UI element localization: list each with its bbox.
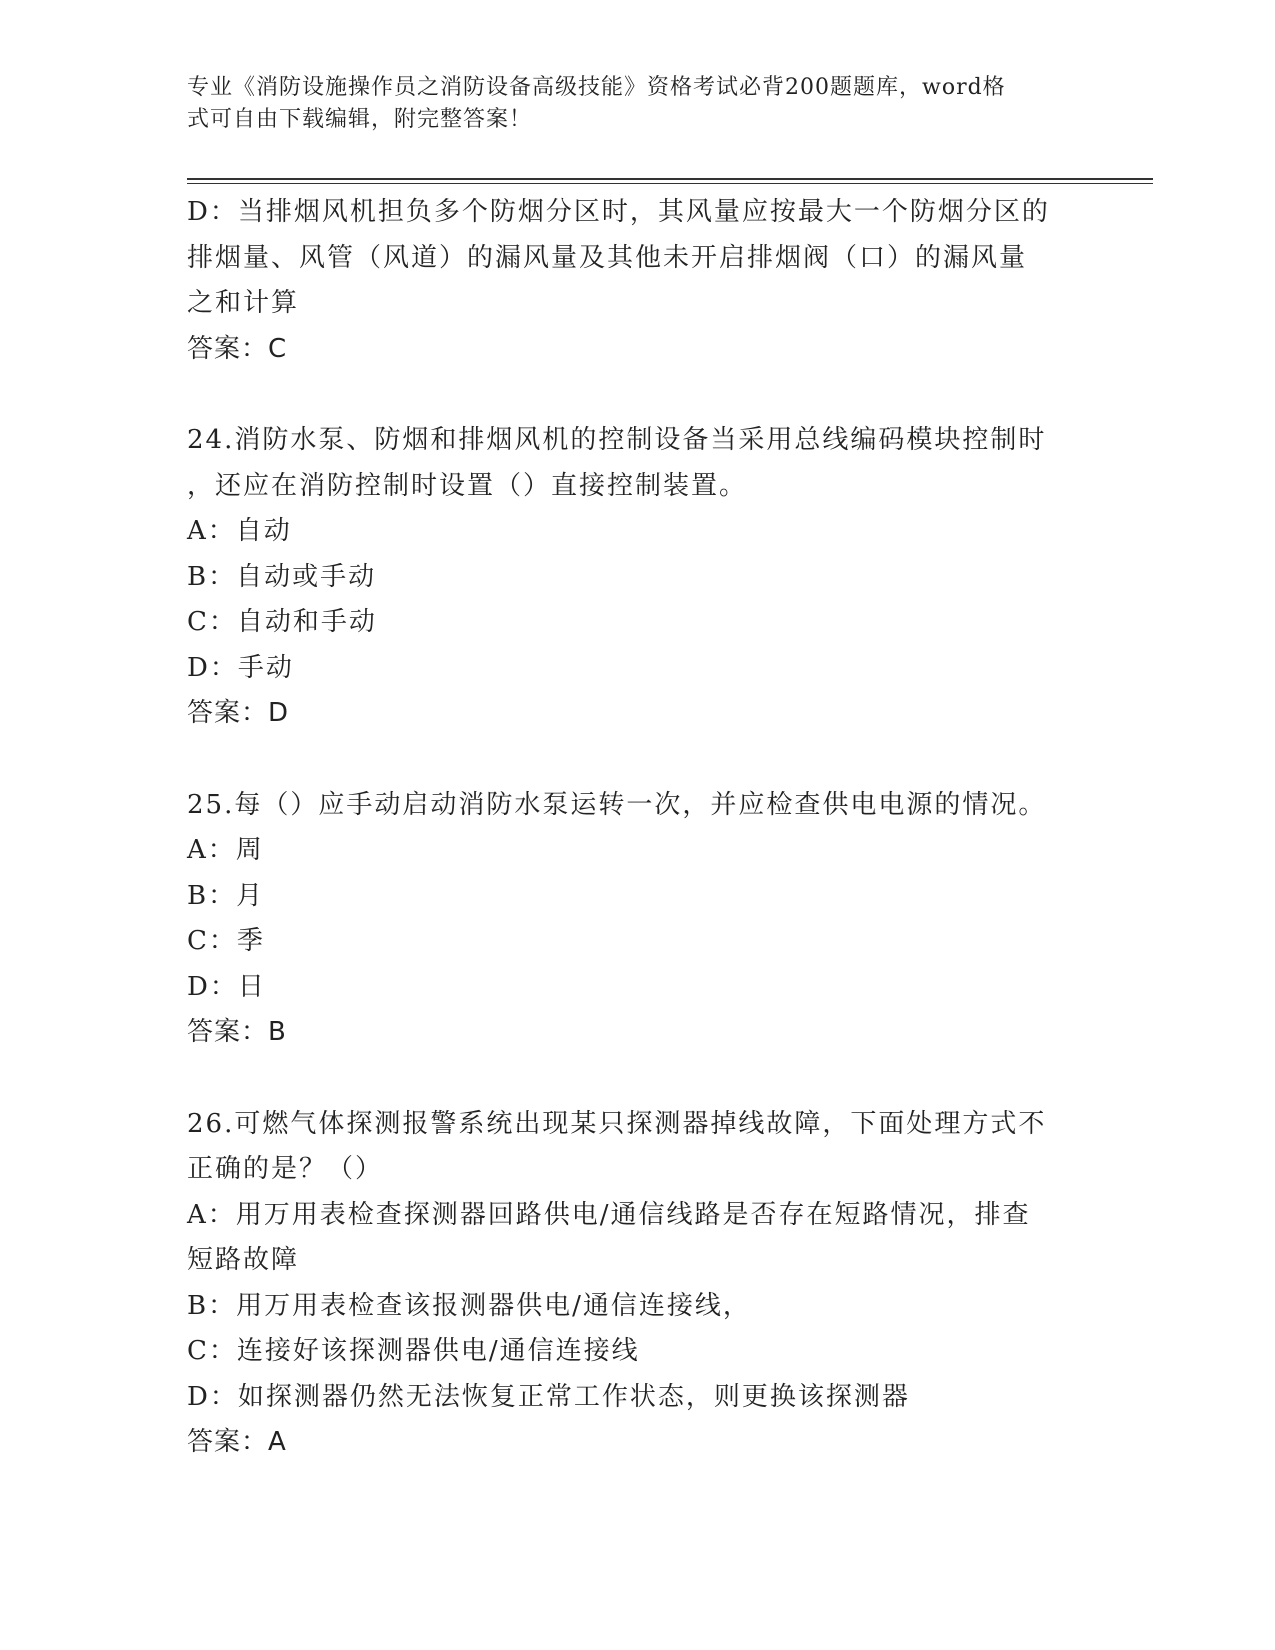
question-25 xyxy=(187,783,1087,1056)
option-d: D：手动 xyxy=(187,652,294,683)
question-stem: 24.消防水泵、防烟和排烟风机的控制设备当采用总线编码模块控制时 xyxy=(187,425,1047,455)
header-divider-thin xyxy=(187,183,1153,184)
option-b: B：用万用表检查该报测器供电/通信连接线， xyxy=(187,1290,751,1321)
option-a-cont: 短路故障 xyxy=(187,1245,300,1275)
option-d: D：日 xyxy=(187,971,266,1002)
option-d-cont: 排烟量、风管（风道）的漏风量及其他未开启排烟阀（口）的漏风量 xyxy=(187,242,1028,273)
option-a: A：用万用表检查探测器回路供电/通信线路是否存在短路情况，排查 xyxy=(187,1199,1031,1230)
question-26 xyxy=(187,1102,1087,1466)
header-divider-thick xyxy=(187,178,1153,180)
option-c: C：季 xyxy=(187,926,265,956)
question-stem: 25.每（）应手动启动消防水泵运转一次，并应检查供电电源的情况。 xyxy=(187,789,1047,820)
question-23-tail xyxy=(187,190,1087,372)
option-a: A：自动 xyxy=(187,516,292,546)
answer: 答案：C xyxy=(187,333,288,364)
header-line-2: 式可自由下载编辑，附完整答案！ xyxy=(187,107,533,132)
document-header xyxy=(187,72,1067,136)
answer: 答案：D xyxy=(187,698,290,728)
question-stem-cont: ，还应在消防控制时设置（）直接控制装置。 xyxy=(187,470,748,501)
option-c: C：自动和手动 xyxy=(187,607,377,637)
option-d: D：当排烟风机担负多个防烟分区时，其风量应按最大一个防烟分区的 xyxy=(187,197,1050,227)
answer: 答案：A xyxy=(187,1427,287,1457)
option-b: B：自动或手动 xyxy=(187,561,377,592)
question-stem-cont: 正确的是？（） xyxy=(187,1154,384,1184)
option-a: A：周 xyxy=(187,835,264,865)
option-c: C：连接好该探测器供电/通信连接线 xyxy=(187,1336,640,1366)
question-content xyxy=(187,190,1087,1466)
question-24 xyxy=(187,418,1087,737)
question-stem: 26.可燃气体探测报警系统出现某只探测器掉线故障，下面处理方式不 xyxy=(187,1108,1047,1139)
answer: 答案：B xyxy=(187,1017,287,1047)
option-d: D：如探测器仍然无法恢复正常工作状态，则更换该探测器 xyxy=(187,1381,910,1412)
option-d-cont: 之和计算 xyxy=(187,288,300,318)
option-b: B：月 xyxy=(187,880,265,911)
header-line-1: 专业《消防设施操作员之消防设备高级技能》资格考试必背200题题库，word格 xyxy=(187,75,1006,100)
